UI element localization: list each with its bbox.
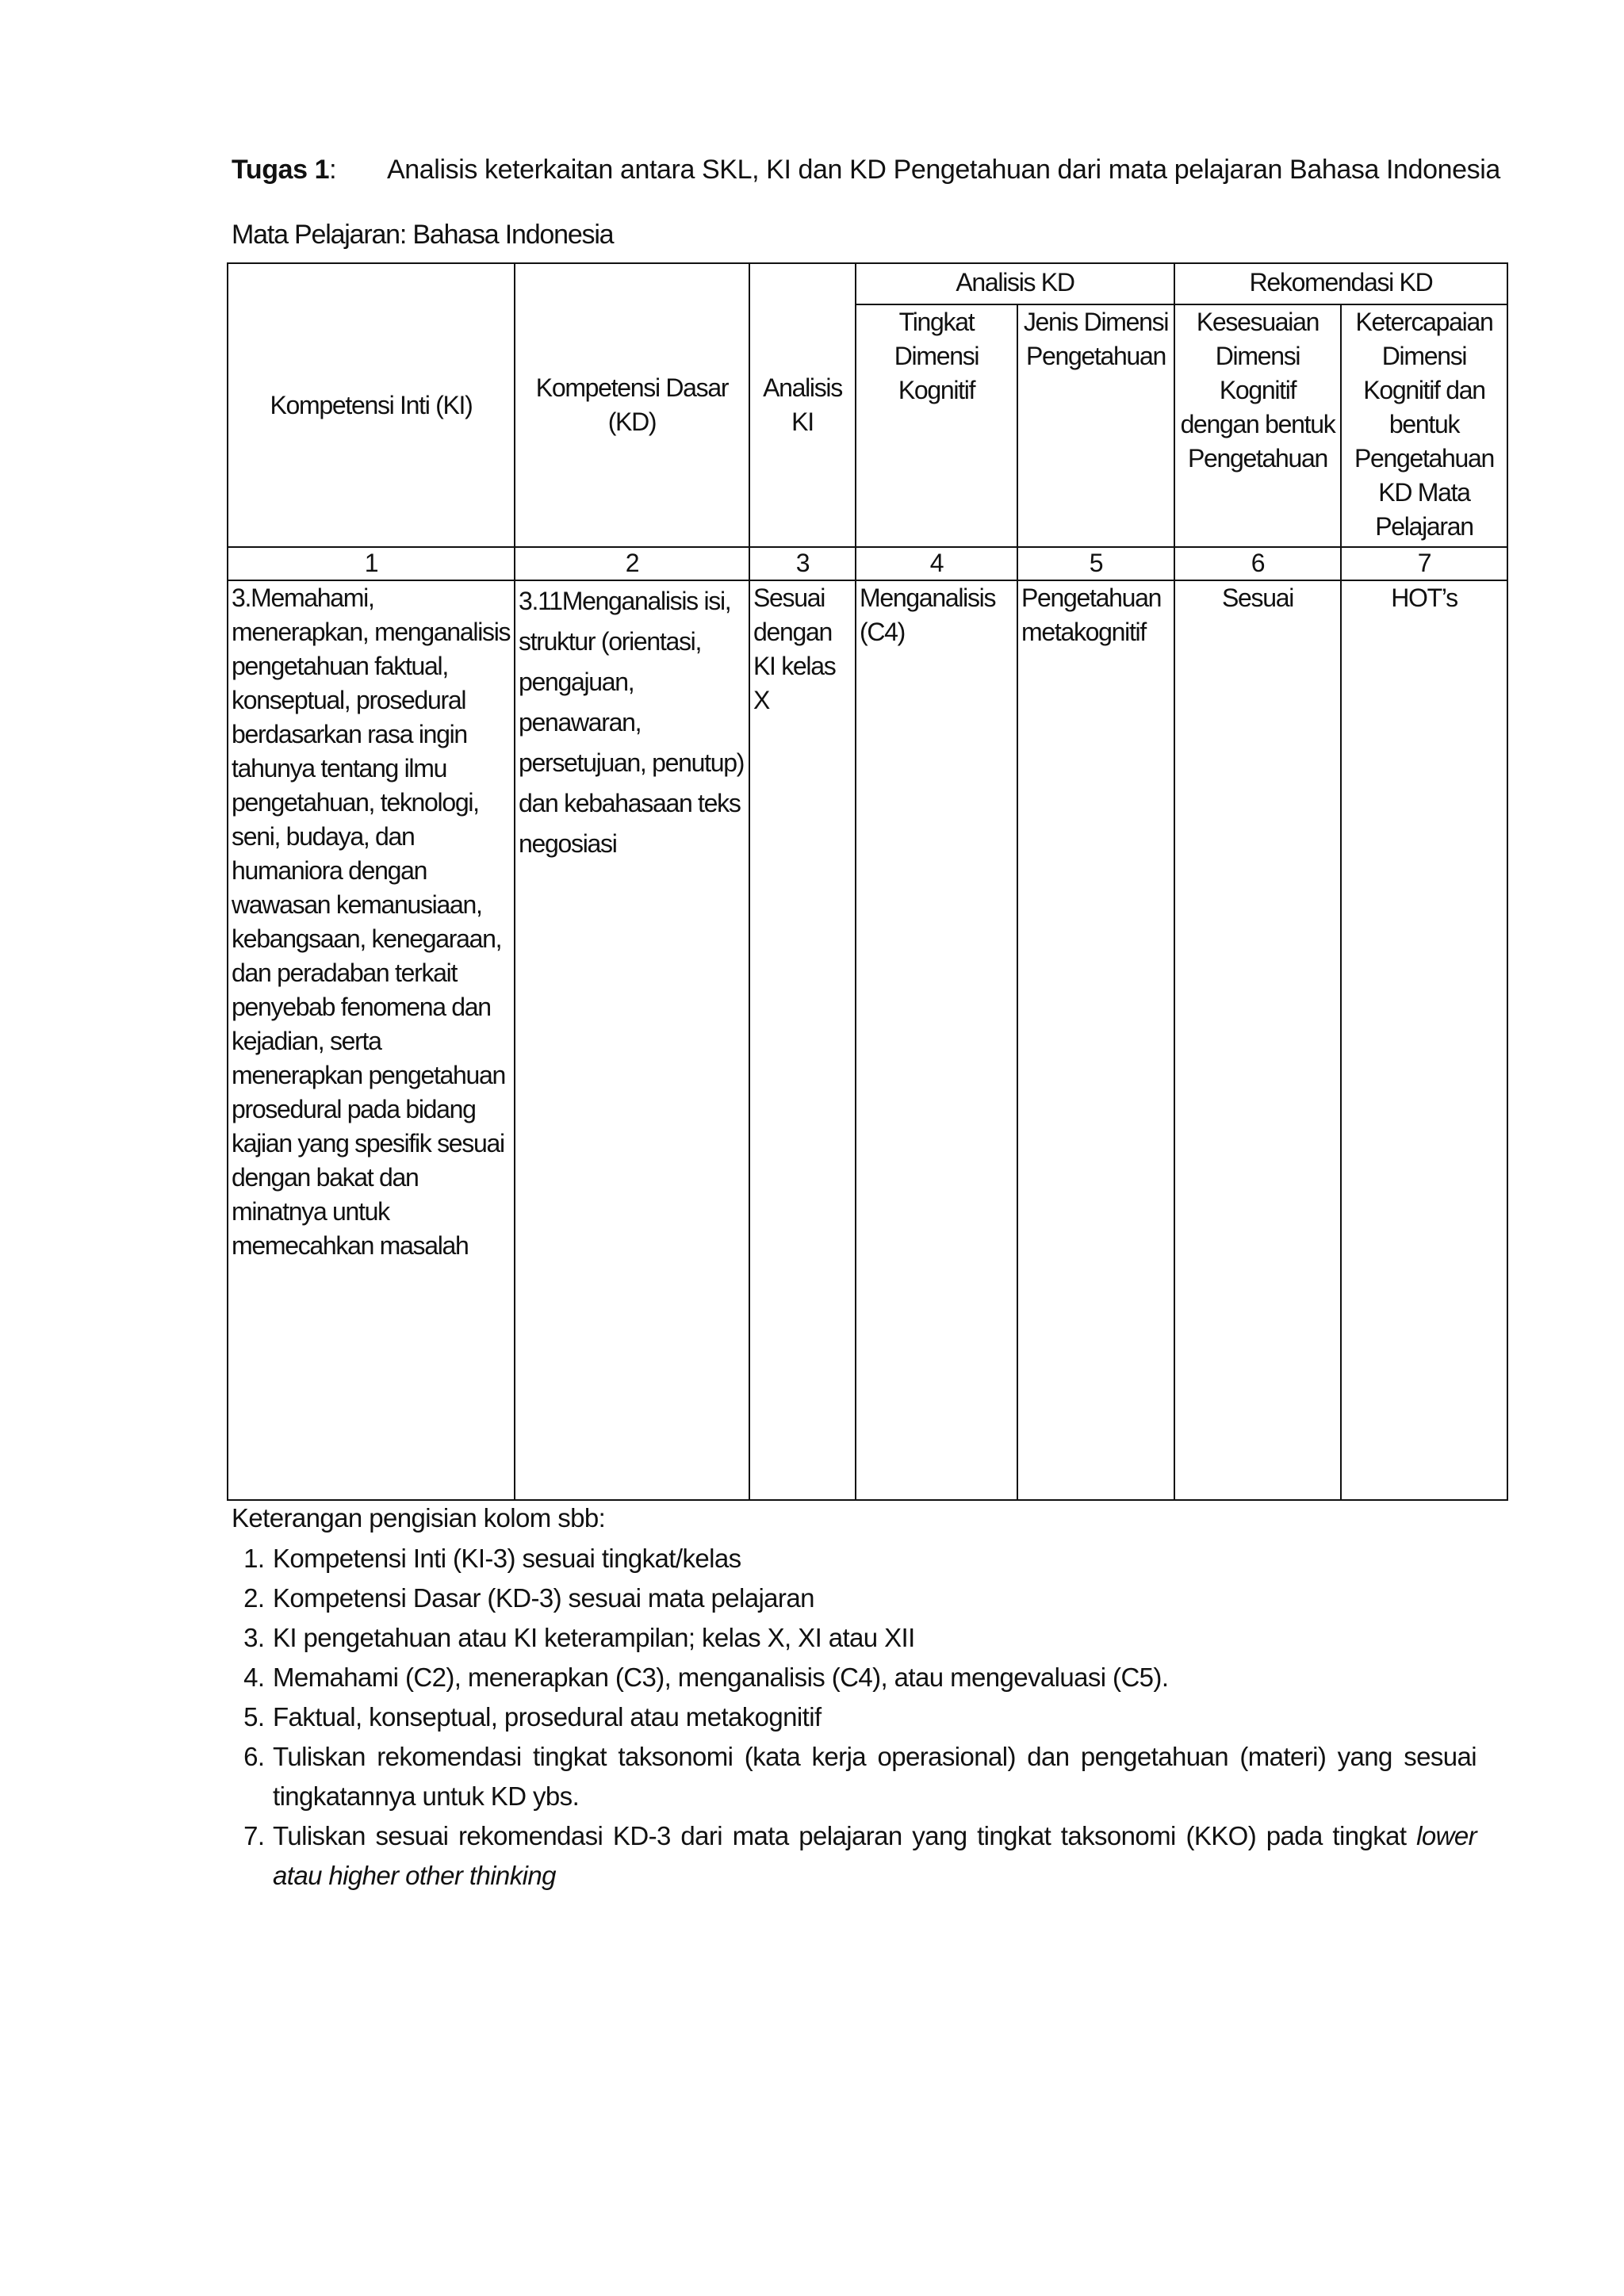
header-jenis-dimensi: Jenis Dimensi Pengetahuan	[1017, 304, 1174, 547]
notes-section	[232, 1501, 1477, 1896]
column-number: 7	[1341, 547, 1507, 580]
list-item: 3. KI pengetahuan atau KI keterampilan; kelas X, XI atau XII	[271, 1618, 1477, 1658]
cell-ketercapaian: HOT’s	[1341, 580, 1507, 1500]
column-number: 1	[228, 547, 515, 580]
table-row	[228, 580, 1507, 1500]
analysis-table	[227, 262, 1508, 1501]
notes-heading: Keterangan pengisian kolom sbb:	[232, 1503, 606, 1533]
list-item: 1. Kompetensi Inti (KI-3) sesuai tingkat/kelas	[271, 1539, 1477, 1578]
cell-kd: 3.11Menganalisis isi, struktur (orientasi, pengajuan, penawaran, persetujuan, penutup) dan kebahasaan teks negosiasi	[515, 580, 749, 1500]
header-ki: Kompetensi Inti (KI)	[228, 263, 515, 547]
task-text: Analisis keterkaitan antara SKL, KI dan KD Pengetahuan dari mata pelajaran Bahasa Indonesia	[387, 155, 1500, 185]
cell-ki: 3.Memahami, menerapkan, menganalisis pengetahuan faktual, konseptual, prosedural berdasarkan rasa ingin tahunya tentang ilmu pengetahuan, teknologi, seni, budaya, dan humaniora dengan wawasan kemanusiaan, kebangsaan, kenegaraan, dan peradaban terkait penyebab fenomena dan kejadian, serta menerapkan pengetahuan prosedural pada bidang kajian yang spesifik sesuai dengan bakat dan minatnya untuk memecahkan masalah	[228, 580, 515, 1500]
list-item: 5. Faktual, konseptual, prosedural atau metakognitif	[271, 1697, 1477, 1737]
column-number-row	[228, 547, 1507, 580]
header-rekomendasi-kd: Rekomendasi KD	[1174, 263, 1507, 304]
list-item	[271, 1816, 1477, 1896]
task-colon: :	[329, 155, 337, 185]
task-label: Tugas 1	[232, 155, 330, 185]
subject-line: Mata Pelajaran: Bahasa Indonesia	[232, 220, 614, 250]
header-kd: Kompetensi Dasar (KD)	[515, 263, 749, 547]
header-analisis-ki: Analisis KI	[749, 263, 856, 547]
note-7-text: Tuliskan sesuai rekomendasi KD-3 dari mata pelajaran yang tingkat taksonomi (KKO) pada tingkat	[273, 1821, 1407, 1850]
header-kesesuaian: Kesesuaian Dimensi Kognitif dengan bentuk Pengetahuan	[1174, 304, 1341, 547]
column-number: 2	[515, 547, 749, 580]
notes-list	[232, 1539, 1477, 1896]
column-number: 5	[1017, 547, 1174, 580]
cell-analisis-ki: Sesuai dengan KI kelas X	[749, 580, 856, 1500]
list-item: 6. Tuliskan rekomendasi tingkat taksonomi (kata kerja operasional) dan pengetahuan (materi) yang sesuai tingkatannya untuk KD ybs.	[271, 1737, 1477, 1816]
column-number: 4	[856, 547, 1017, 580]
header-analisis-kd: Analisis KD	[856, 263, 1174, 304]
task-heading	[232, 152, 1500, 187]
header-tingkat-dimensi: Tingkat Dimensi Kognitif	[856, 304, 1017, 547]
cell-tingkat: Menganalisis (C4)	[856, 580, 1017, 1500]
list-item: 2. Kompetensi Dasar (KD-3) sesuai mata pelajaran	[271, 1578, 1477, 1618]
note-7-italic: lower atau higher other thinking	[273, 1821, 1477, 1890]
cell-kesesuaian: Sesuai	[1174, 580, 1341, 1500]
header-ketercapaian: Ketercapaian Dimensi Kognitif dan bentuk Pengetahuan KD Mata Pelajaran	[1341, 304, 1507, 547]
column-number: 6	[1174, 547, 1341, 580]
cell-jenis: Pengetahuan metakognitif	[1017, 580, 1174, 1500]
list-item: 4. Memahami (C2), menerapkan (C3), menganalisis (C4), atau mengevaluasi (C5).	[271, 1658, 1477, 1697]
column-number: 3	[749, 547, 856, 580]
